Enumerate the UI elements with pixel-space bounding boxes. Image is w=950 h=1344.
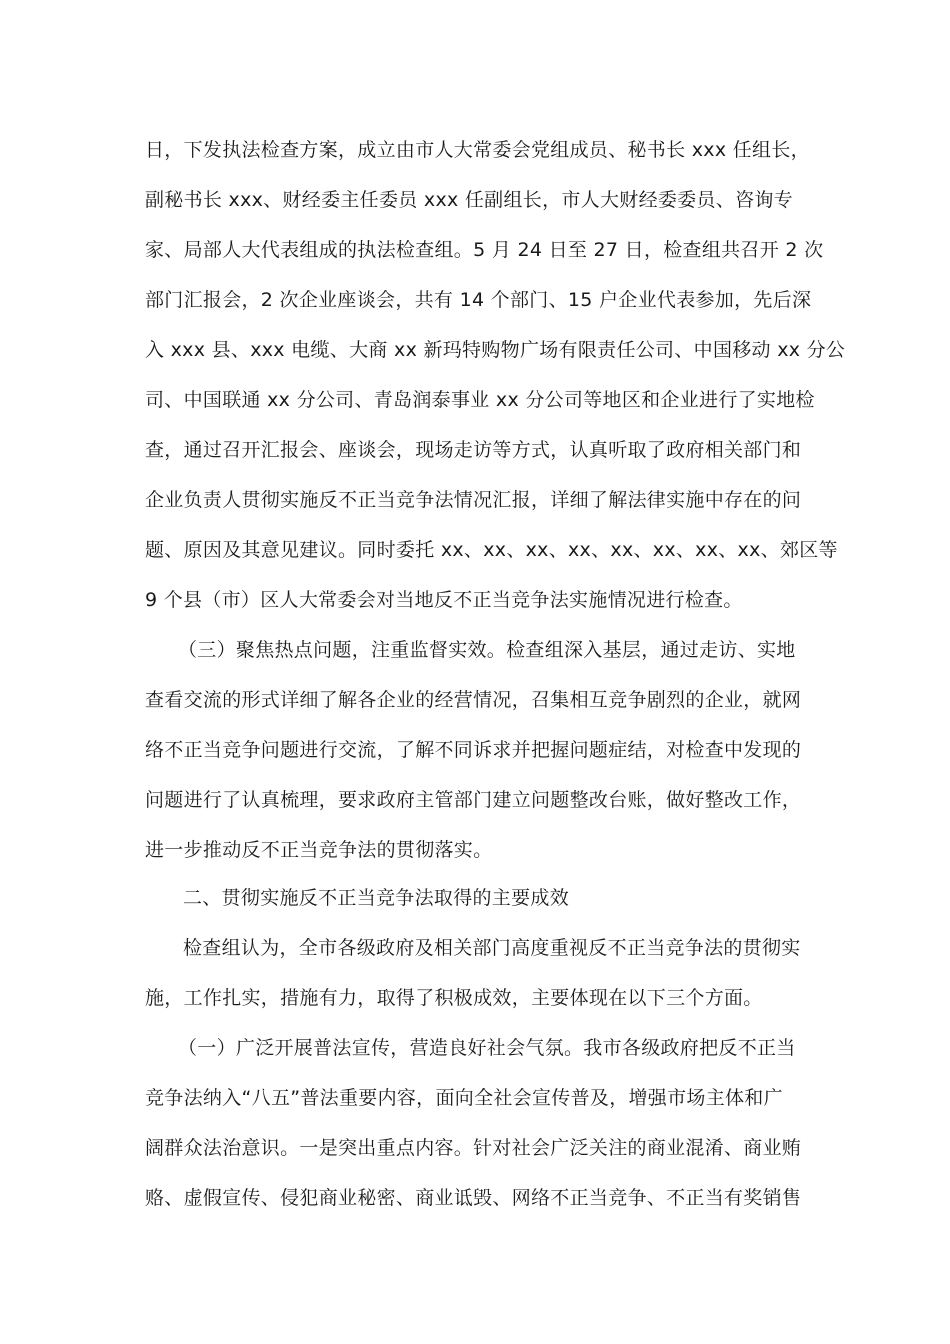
paragraph-heading-3: （三）聚焦热点问题，注重监督实效。检查组深入基层，通过走访、实地 xyxy=(178,639,796,661)
text-line: 家、局部人大代表组成的执法检查组。5 月 24 日至 27 日，检查组共召开 2 次 xyxy=(145,239,824,261)
text-line: 问题进行了认真梳理，要求政府主管部门建立问题整改台账，做好整改工作， xyxy=(145,789,802,811)
text-line: 施，工作扎实，措施有力，取得了积极成效，主要体现在以下三个方面。 xyxy=(145,987,763,1009)
text-line: 企业负责人贯彻实施反不正当竞争法情况汇报，详细了解法律实施中存在的问 xyxy=(145,489,802,511)
text-line: 络不正当竞争问题进行交流，了解不同诉求并把握问题症结，对检查中发现的 xyxy=(145,739,802,761)
text-line: 9 个县（市）区人大常委会对当地反不正当竞争法实施情况进行检查。 xyxy=(145,589,743,611)
text-line: 赂、虚假宣传、侵犯商业秘密、商业诋毁、网络不正当竞争、不正当有奖销售 xyxy=(145,1187,802,1209)
text-line: 题、原因及其意见建议。同时委托 xx、xx、xx、xx、xx、xx、xx、xx、郊区等 xyxy=(145,539,838,561)
text-line: 部门汇报会，2 次企业座谈会，共有 14 个部门、15 户企业代表参加，先后深 xyxy=(145,289,812,311)
text-line: 日，下发执法检查方案，成立由市人大常委会党组成员、秘书长 xxx 任组长， xyxy=(145,139,810,161)
text-line: 竞争法纳入“八五”普法重要内容，面向全社会宣传普及，增强市场主体和广 xyxy=(145,1087,783,1109)
text-line: 阔群众法治意识。一是突出重点内容。针对社会广泛关注的商业混淆、商业贿 xyxy=(145,1137,802,1159)
text-line: 查看交流的形式详细了解各企业的经营情况，召集相互竞争剧烈的企业，就网 xyxy=(145,689,802,711)
paragraph-heading-1: （一）广泛开展普法宣传，营造良好社会气氛。我市各级政府把反不正当 xyxy=(178,1037,796,1059)
text-line: 检查组认为，全市各级政府及相关部门高度重视反不正当竞争法的贯彻实 xyxy=(183,937,801,959)
text-line: 副秘书长 xxx、财经委主任委员 xxx 任副组长，市人大财经委委员、咨询专 xyxy=(145,189,793,211)
text-line: 入 xxx 县、xxx 电缆、大商 xx 新玛特购物广场有限责任公司、中国移动 xx 分公 xyxy=(145,339,846,361)
text-line: 进一步推动反不正当竞争法的贯彻落实。 xyxy=(145,839,493,861)
section-heading: 二、贯彻实施反不正当竞争法取得的主要成效 xyxy=(183,887,570,909)
text-line: 查，通过召开汇报会、座谈会，现场走访等方式，认真听取了政府相关部门和 xyxy=(145,439,802,461)
text-line: 司、中国联通 xx 分公司、青岛润泰事业 xx 分公司等地区和企业进行了实地检 xyxy=(145,389,815,411)
